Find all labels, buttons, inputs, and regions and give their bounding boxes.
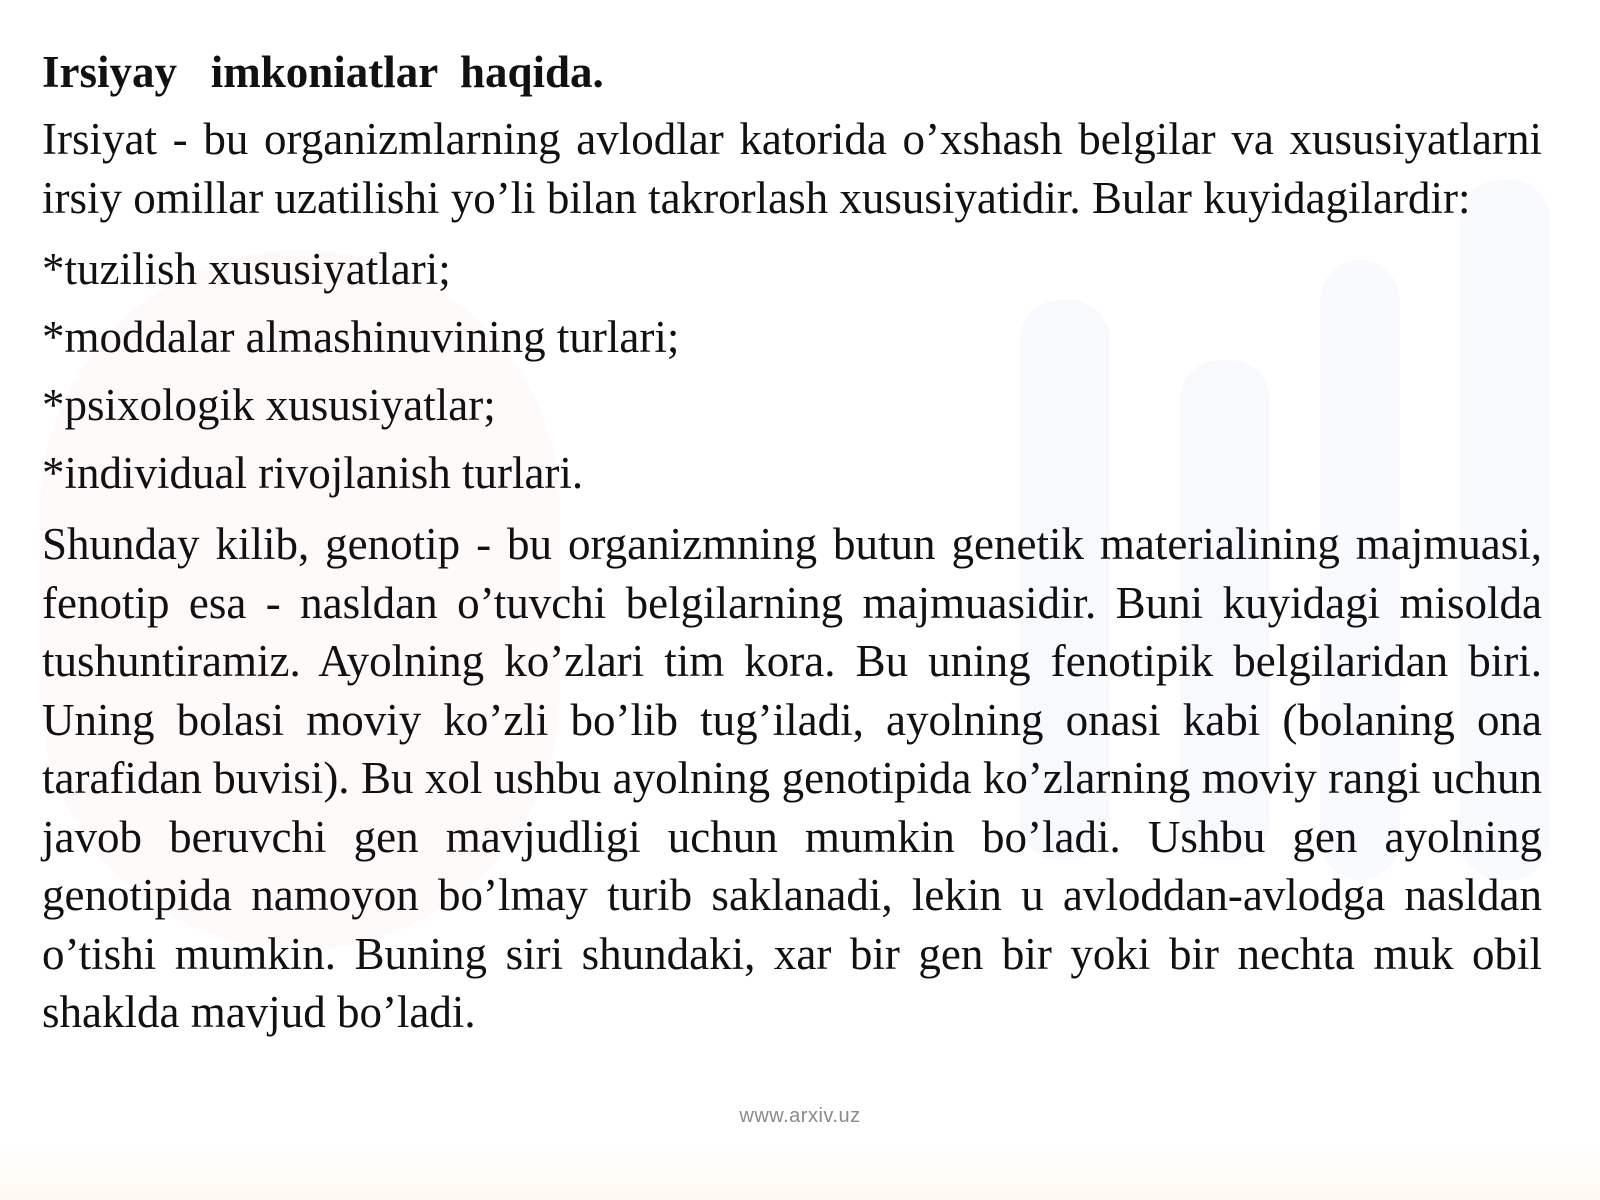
paragraph-genotype-phenotype: Shunday kilib, genotip - bu organizmning butun genetik materialining majmuasi, fenotip esa - nasldan o’tuvchi belgilarning majmuasidir. Buni kuyidagi misolda tushuntiramiz. Ayolning ko’zlari tim kora. Bu uning fenotipik belgilaridan biri. Uning bolasi moviy ko’zli bo’lib tug’iladi, ayolning onasi kabi (bolaning ona tarafidan buvisi). Bu xol ushbu ayolning genotipida ko’zlarning moviy rangi uchun javob beruvchi gen mavjudligi uchun mumkin bo’ladi. Ushbu gen ayolning genotipida namoyon bo’lmay turib saklanadi, lekin u avloddan-avlodga nasldan o’tishi mumkin. Buning siri shundaki, xar bir gen bir yoki bir nechta muk obil shaklda mavjud bo’ladi.: [42, 519, 1542, 1037]
list-item: *moddalar almashinuvining turlari;: [42, 312, 680, 362]
list-item: *psixologik xususiyatlar;: [42, 380, 496, 430]
list-item: *individual rivojlanish turlari.: [42, 448, 584, 498]
footer-watermark-url: www.arxiv.uz: [739, 1105, 861, 1127]
document-body: [42, 38, 1542, 1042]
paragraph-heredity-definition: Irsiyat - bu organizmlarning avlodlar katorida o’xshash belgilar va xususiyatlarni irsiy omillar uzatilishi yo’li bilan takrorlash xususiyatidir. Bular kuyidagilardir:: [42, 114, 1542, 223]
watermark-shape: [0, 1140, 1600, 1200]
bullet-list: [42, 235, 1542, 507]
page-title: Irsiyay imkoniatlar haqida.: [42, 47, 604, 97]
list-item: *tuzilish xususiyatlari;: [42, 244, 451, 294]
